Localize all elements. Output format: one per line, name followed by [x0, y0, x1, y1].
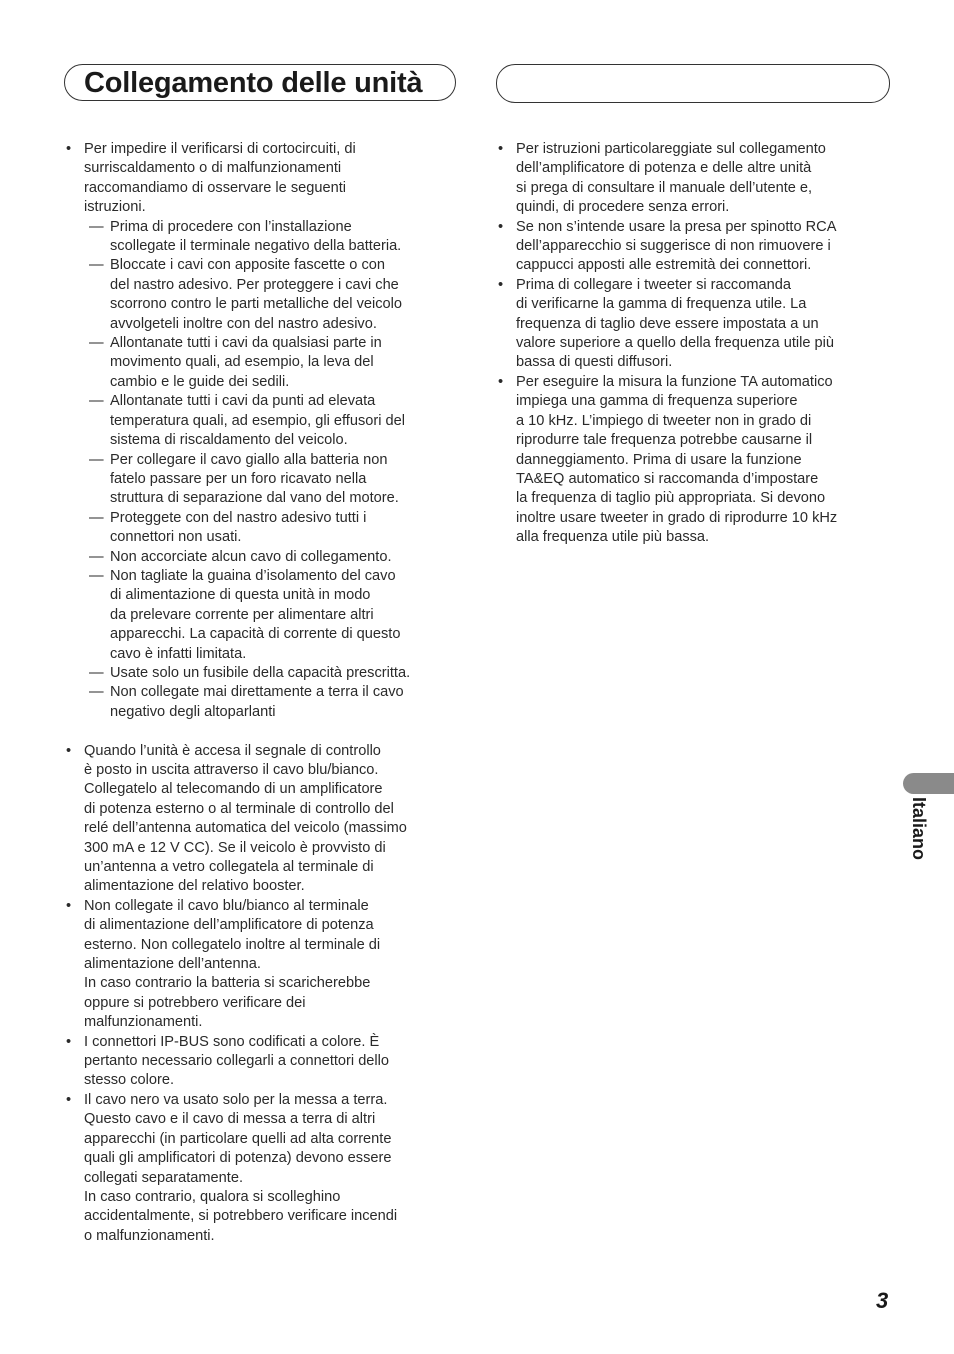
text-line: malfunzionamenti.: [84, 1014, 203, 1031]
text-line: di alimentazione dell’amplificatore di potenza: [84, 917, 374, 934]
text-line: accidentalmente, si potrebbero verificare incendi: [84, 1208, 398, 1225]
left-column: [64, 140, 464, 1246]
text-line: Collegatelo al telecomando di un amplificatore: [84, 781, 383, 798]
sub-list-item: [84, 392, 464, 450]
text-line: collegati separatamente.: [84, 1169, 244, 1186]
list-item: [496, 140, 896, 218]
language-tab-marker: [903, 773, 954, 794]
text-line: valore superiore a quello della frequenza utile più: [516, 335, 835, 352]
text-line: Per istruzioni particolareggiate sul collegamento: [516, 141, 826, 157]
sub-list-item: [84, 334, 464, 392]
text-line: Non accorciate alcun cavo di collegamento.: [110, 548, 392, 565]
text-line: Quando l’unità è accesa il segnale di controllo: [84, 742, 381, 759]
text-line: Allontanate tutti i cavi da punti ad elevata: [110, 393, 376, 410]
language-label: Italiano: [909, 797, 929, 861]
bullet-icon: •: [66, 742, 72, 759]
text-line: cavo è infatti limitata.: [110, 645, 247, 662]
dash-mark: —: [89, 393, 104, 410]
text-line: negativo degli altoparlanti: [110, 703, 276, 720]
sub-list-item: [84, 548, 464, 567]
dash-mark: —: [89, 664, 104, 681]
text-line: un’antenna a vetro collegatela al terminale di: [84, 859, 374, 876]
text-line: esterno. Non collegatelo inoltre al terminale di: [84, 936, 381, 953]
text-line: movimento quali, ad esempio, la leva del: [110, 354, 374, 371]
language-label-container: [908, 797, 930, 873]
text-line: Questo cavo e il cavo di messa a terra di altri: [84, 1111, 376, 1128]
list-item: [496, 276, 896, 373]
text-line: pertanto necessario collegarli a connettori dello: [84, 1053, 390, 1070]
dash-mark: —: [89, 257, 104, 274]
bullet-icon: •: [66, 141, 72, 157]
text-line: Per collegare il cavo giallo alla batteria non: [110, 451, 388, 468]
text-line: Per impedire il verificarsi di cortocircuiti, di: [84, 141, 356, 157]
text-line: dell’apparecchio si suggerisce di non rimuovere i: [516, 238, 831, 255]
text-line: a 10 kHz. L’impiego di tweeter non in grado di: [516, 412, 812, 429]
bullet-icon: •: [498, 373, 504, 390]
empty-title-box: [496, 64, 890, 103]
text-line: la frequenza di taglio più appropriata. Si devono: [516, 490, 826, 507]
text-line: sistema di riscaldamento del veicolo.: [110, 432, 348, 449]
sub-list-item: [84, 509, 464, 548]
right-column: [496, 140, 896, 548]
text-line: 300 mA e 12 V CC). Se il veicolo è provvisto di: [84, 839, 386, 856]
sub-list-item: [84, 683, 464, 722]
dash-mark: —: [89, 335, 104, 352]
text-line: relé dell’antenna automatica del veicolo (massimo: [84, 820, 407, 837]
sub-list-item: [84, 451, 464, 509]
text-line: Non tagliate la guaina d’isolamento del cavo: [110, 567, 396, 584]
text-line: In caso contrario la batteria si scaricherebbe: [84, 975, 371, 992]
text-line: avvolgeteli inoltre con del nastro adesivo.: [110, 315, 377, 332]
text-line: Usate solo un fusibile della capacità prescritta.: [110, 664, 411, 681]
sub-list-item: [84, 218, 464, 257]
text-line: scollegate il terminale negativo della batteria.: [110, 238, 402, 255]
text-line: Per eseguire la misura la funzione TA automatico: [516, 373, 833, 390]
bullet-icon: •: [66, 1033, 72, 1050]
text-line: TA&EQ automatico si raccomanda d’impostare: [516, 470, 819, 487]
list-item: [64, 897, 464, 1033]
text-line: Prima di procedere con l’installazione: [110, 218, 352, 235]
text-line: Il cavo nero va usato solo per la messa a terra.: [84, 1091, 388, 1108]
text-line: Se non s’intende usare la presa per spinotto RCA: [516, 218, 837, 235]
list-item: [64, 140, 464, 722]
text-line: Allontanate tutti i cavi da qualsiasi parte in: [110, 335, 382, 352]
sub-list-item: [84, 256, 464, 334]
bullet-icon: •: [498, 276, 504, 293]
text-line: si prega di consultare il manuale dell’utente e,: [516, 179, 813, 196]
list-item: [496, 373, 896, 548]
bullet-icon: •: [498, 218, 504, 235]
text-line: cambio e le guide dei sedili.: [110, 373, 290, 390]
text-line: è posto in uscita attraverso il cavo blu/bianco.: [84, 761, 379, 778]
text-line: Non collegate mai direttamente a terra il cavo: [110, 684, 404, 701]
text-line: o malfunzionamenti.: [84, 1227, 215, 1244]
text-line: alla frequenza utile più bassa.: [516, 529, 710, 546]
text-line: Proteggete con del nastro adesivo tutti i: [110, 509, 367, 526]
text-line: scorrono contro le parti metalliche del veicolo: [110, 296, 403, 313]
text-line: del nastro adesivo. Per proteggere i cavi che: [110, 276, 399, 293]
text-line: da prelevare corrente per alimentare altri: [110, 606, 374, 623]
dash-mark: —: [89, 684, 104, 701]
text-line: fatelo passare per un foro ricavato nella: [110, 470, 367, 487]
text-line: di verificarne la gamma di frequenza utile. La: [516, 296, 807, 313]
text-line: quali gli amplificatori di potenza) devono essere: [84, 1150, 392, 1167]
bullet-icon: •: [66, 1091, 72, 1108]
text-line: temperatura quali, ad esempio, gli effusori del: [110, 412, 406, 429]
text-line: impiega una gamma di frequenza superiore: [516, 393, 798, 410]
text-line: frequenza di taglio deve essere impostata a un: [516, 315, 819, 332]
text-line: alimentazione del relativo booster.: [84, 878, 305, 895]
text-line: stesso colore.: [84, 1072, 175, 1089]
text-line: alimentazione dell’antenna.: [84, 956, 261, 973]
bullet-icon: •: [498, 141, 504, 157]
text-line: di alimentazione di questa unità in modo: [110, 587, 371, 604]
list-item: [64, 1033, 464, 1091]
text-line: connettori non usati.: [110, 529, 242, 546]
dash-mark: —: [89, 218, 104, 235]
text-line: apparecchi. La capacità di corrente di questo: [110, 626, 401, 643]
text-line: cappucci apposti alle estremità dei connettori.: [516, 257, 812, 274]
text-line: riprodurre tale frequenza potrebbe causarne il: [516, 432, 813, 449]
text-line: raccomandiamo di osservare le seguenti: [84, 179, 347, 196]
text-line: In caso contrario, qualora si scolleghino: [84, 1188, 341, 1205]
text-line: Non collegate il cavo blu/bianco al terminale: [84, 897, 369, 914]
section-title-box: [64, 64, 456, 101]
text-line: surriscaldamento o di malfunzionamenti: [84, 160, 342, 177]
text-line: I connettori IP-BUS sono codificati a colore. È: [84, 1033, 380, 1050]
dash-mark: —: [89, 451, 104, 468]
text-line: dell’amplificatore di potenza e delle altre unità: [516, 160, 812, 177]
page-title: Collegamento delle unità: [84, 67, 423, 99]
text-line: istruzioni.: [84, 199, 146, 216]
list-item: [496, 218, 896, 276]
list-item: [64, 1091, 464, 1246]
text-line: inoltre usare tweeter in grado di riprodurre 10 kHz: [516, 509, 838, 526]
list-item: [64, 742, 464, 897]
sub-list-item: [84, 567, 464, 664]
text-line: danneggiamento. Prima di usare la funzione: [516, 451, 802, 468]
dash-mark: —: [89, 548, 104, 565]
text-line: Bloccate i cavi con apposite fascette o con: [110, 257, 386, 274]
text-line: apparecchi (in particolare quelli ad alta corrente: [84, 1130, 392, 1147]
page-number: 3: [876, 1288, 889, 1313]
text-line: oppure si potrebbero verificare dei: [84, 994, 306, 1011]
sub-list-item: [84, 664, 464, 683]
spacer: [64, 722, 464, 741]
bullet-icon: •: [66, 897, 72, 914]
text-line: struttura di separazione dal vano del motore.: [110, 490, 399, 507]
text-line: di potenza esterno o al terminale di controllo del: [84, 800, 394, 817]
text-line: bassa di questi diffusori.: [516, 354, 673, 371]
dash-mark: —: [89, 567, 104, 584]
text-line: Prima di collegare i tweeter si raccomanda: [516, 276, 791, 293]
dash-mark: —: [89, 509, 104, 526]
text-line: quindi, di procedere senza errori.: [516, 199, 730, 216]
